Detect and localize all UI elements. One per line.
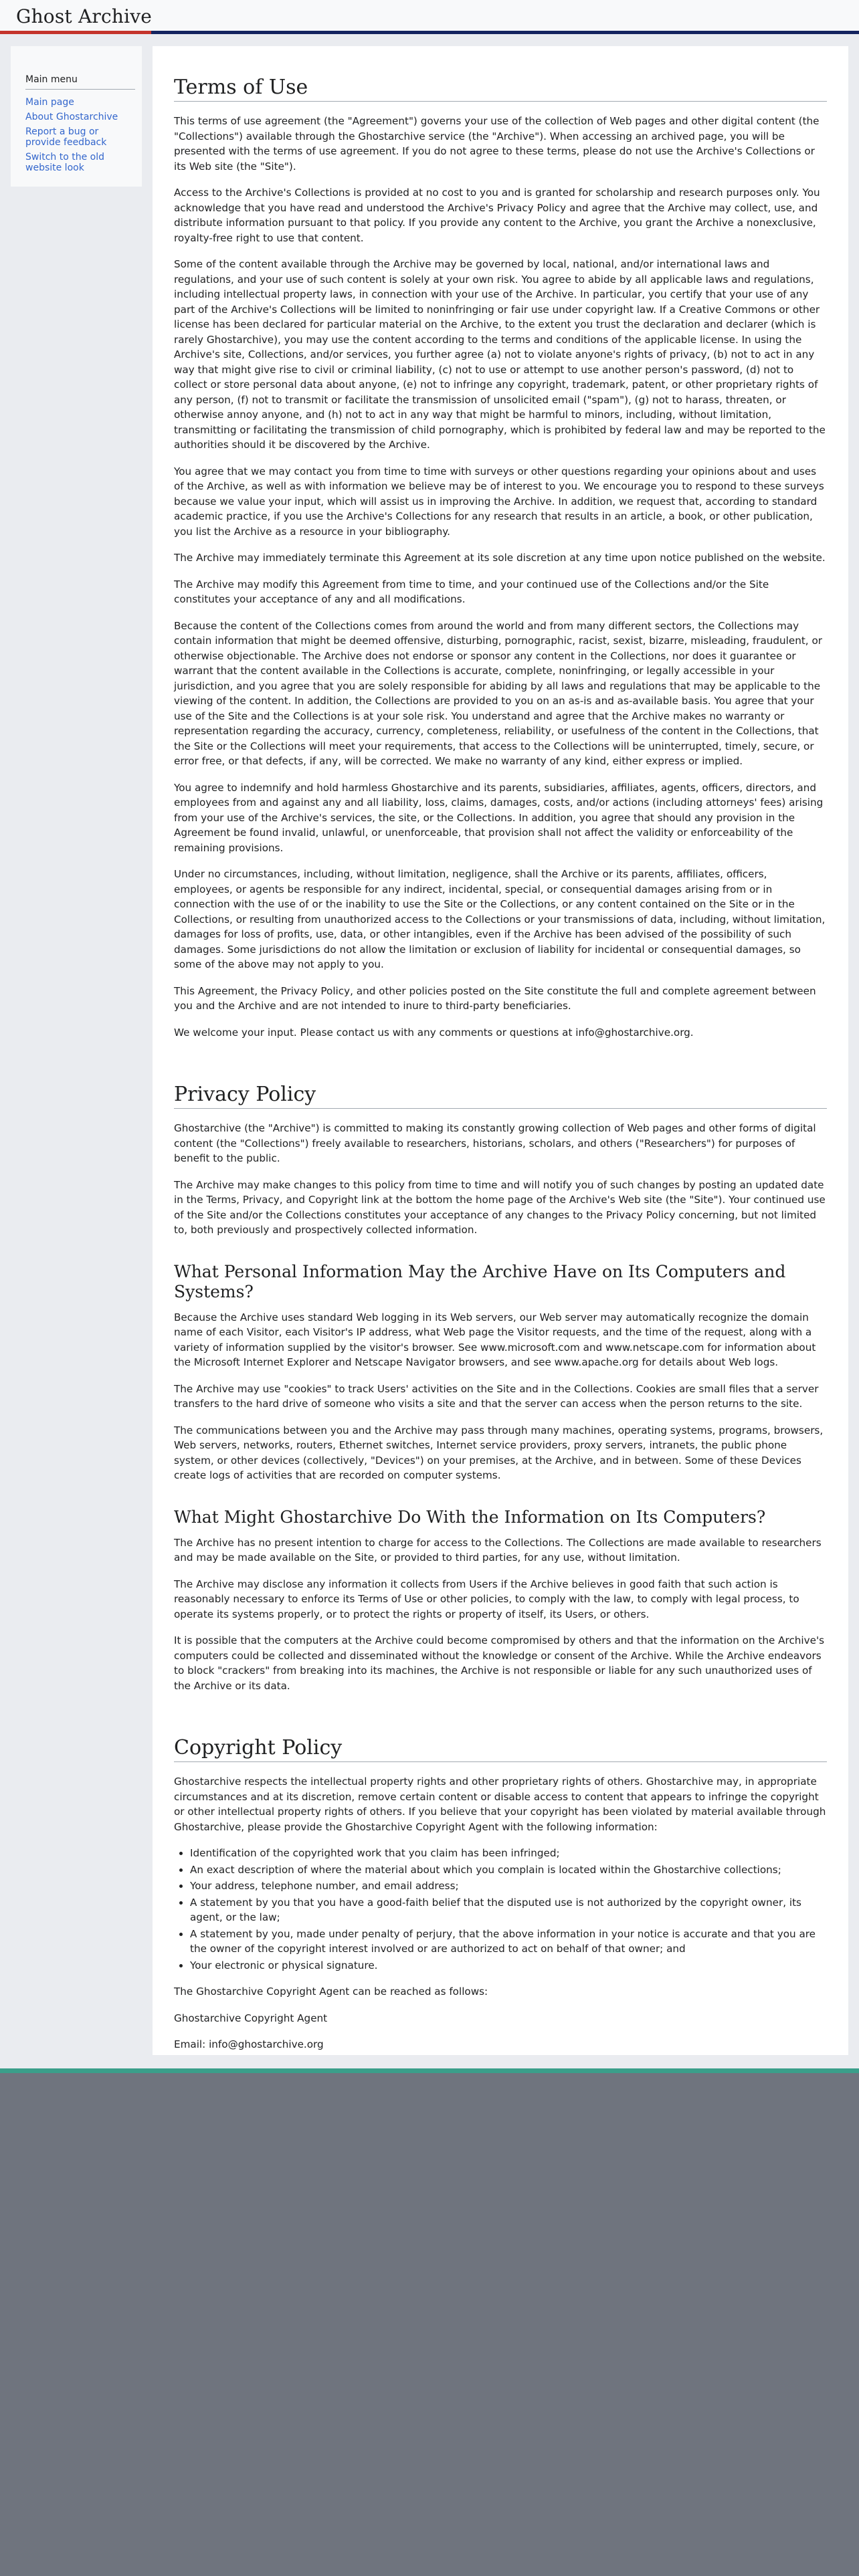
privacy-heading: Privacy Policy [174,1083,827,1109]
terms-paragraph: The Archive may modify this Agreement from time to time, and your continued use of the Collections and/or the Site constitutes your acceptance of any and all modifications. [174,578,769,605]
old-look-link[interactable]: Switch to the old website look [25,152,105,173]
sidebar [11,46,142,187]
list-item: • A statement by you, made under penalty of perjury, that the above information in your notice is accurate and that you are the owner of the copyright interest involved or are authorized to act on behalf of that owner; and [190,1927,827,1957]
sidebar-item-about [25,112,135,122]
terms-paragraph: Under no circumstances, including, without limitation, negligence, shall the Archive or its parents, affiliates, officers, employees, or agents be responsible for any indirect, incidental, special, or consequential damages arising from or in connection with the use of or the inability to use the Site or the Collections, or any content contained on the Site or in the Collections, or resulting from unauthorized access to the Collections or your transmissions of data, including, without limitation, damages for loss of profits, use, data, or other intangibles, even if the Archive has been advised of the possibility of such damages. Some jurisdictions do not allow the limitation or exclusion of liability for incidental or consequential damages, so some of the above may not apply to you. [174,868,826,970]
privacy-paragraph: The Archive may make changes to this policy from time to time and will notify you of such changes by posting an updated date in the Terms, Privacy, and Copyright link at the bottom the home page of the Archive's Web site (the "Site"). Your continued use of the Site and/or the Collections constitutes your acceptance of any changes to the Privacy Policy concerning, but not limited to, both previously and prospectively collected information. [174,1178,826,1236]
personal-info-heading: What Personal Information May the Archive Have on Its Computers and Systems? [174,1261,786,1301]
list-item: • An exact description of where the material about which you complain is located within the Ghostarchive collections; [190,1862,827,1878]
about-link[interactable]: About Ghostarchive [25,112,118,122]
copyright-agent-intro: The Ghostarchive Copyright Agent can be reached as follows: [174,1985,488,1998]
sidebar-heading: Main menu [25,74,135,90]
sidebar-item-report-bug [25,126,135,148]
sidebar-item-old-look [25,152,135,173]
privacy-paragraph: Because the Archive uses standard Web logging in its Web servers, our Web server may automatically recognize the domain name of each Visitor, each Visitor's IP address, what Web page the Visitor requests, and the time of the request, along with a variety of information supplied by the visitor's browser. See www.microsoft.com and www.netscape.com for information about the Microsoft Internet Explorer and Netscape Navigator browsers, and see www.apache.org for details about Web logs. [174,1311,816,1368]
copyright-heading: Copyright Policy [174,1736,827,1762]
copyright-agent-name: Ghostarchive Copyright Agent [174,2012,328,2024]
sidebar-item-main-page [25,97,135,108]
terms-paragraph: This terms of use agreement (the "Agreement") governs your use of the collection of Web pages and other digital content (the "Collections") available through the Ghostarchive service (the "Archive"). When accessing an archived page, you will be presented with the terms of use agreement. If you do not agree to these terms, please do not use the Archive's Collections or its Web site (the "Site"). [174,115,820,173]
terms-paragraph: Some of the content available through the Archive may be governed by local, national, and/or international laws and regulations, and your use of such content is solely at your own risk. You agree to abide by all applicable laws and regulations, including intellectual property laws, in connection with your use of the Archive. In particular, you certify that your use of any part of the Archive's Collections will be limited to noninfringing or fair use under copyright law. If a Creative Commons or other license has been declared for particular material on the Archive, to the extent you trust the declaration and declarer (which is rarely Ghostarchive), you may use the content according to the terms and conditions of the applicable license. In using the Archive's site, Collections, and/or services, you further agree (a) not to violate anyone's rights of privacy, (b) not to act in any way that might give rise to civil or criminal liability, (c) not to use or attempt to use another person's password, (d) not to collect or store personal data about anyone, (e) not to infringe any copyright, trademark, patent, or other proprietary rights of any person, (f) not to transmit or facilitate the transmission of unsolicited email ("spam"), (g) not to harass, threaten, or otherwise annoy anyone, and (h) not to act in any way that might be harmful to minors, including, without limitation, transmitting or facilitating the transmission of child pornography, which is prohibited by federal law and may be reported to the authorities should it be discovered by the Archive. [174,258,826,451]
terms-paragraph: Access to the Archive's Collections is provided at no cost to you and is granted for scholarship and research purposes only. You acknowledge that you have read and understood the Archive's Privacy Policy and agree that the Archive may collect, use, and distribute information pursuant to that policy. If you provide any content to the Archive, you grant the Archive a nonexclusive, royalty-free right to use that content. [174,187,820,244]
site-title-link[interactable]: Ghost Archive [16,5,153,27]
copyright-intro: Ghostarchive respects the intellectual property rights and other proprietary rights of others. Ghostarchive may, in appropriate circumstances and at its discretion, remove certain content or disable access to content that appears to infringe the copyright or other intellectual property rights of others. If you believe that your copyright has been violated by material available through Ghostarchive, please provide the Ghostarchive Copyright Agent with the following information: [174,1776,826,1833]
report-bug-link[interactable]: Report a bug or provide feedback [25,126,107,148]
page-shell [0,34,859,2068]
privacy-paragraph: The Archive may use "cookies" to track Users' activities on the Site and in the Collections. Cookies are small files that a server transfers to the hard drive of someone who visits a site and that the server can access when the person returns to the site. [174,1382,819,1410]
privacy-paragraph: It is possible that the computers at the Archive could become compromised by others and that the information on the Archive's computers could be collected and disseminated without the knowledge or consent of the Archive. While the Archive endeavors to block "crackers" from breaking into its machines, the Archive is not responsible or liable for any such unauthorized uses of the Archive or its data. [174,1634,825,1692]
main-content [153,46,848,2055]
list-item: • Identification of the copyrighted work that you claim has been infringed; [190,1846,827,1861]
terms-heading: Terms of Use [174,76,827,102]
privacy-paragraph: Ghostarchive (the "Archive") is committed to making its constantly growing collection of Web pages and other forms of digital content (the "Collections") freely available to researchers, historians, scholars, and others ("Researchers") for purposes of benefit to the public. [174,1122,816,1164]
terms-paragraph: This Agreement, the Privacy Policy, and other policies posted on the Site constitute the full and complete agreement between you and the Archive and are not intended to inure to third-party beneficiaries. [174,984,816,1012]
page-footer [0,2073,859,2576]
terms-paragraph: Because the content of the Collections comes from around the world and from many different sectors, the Collections may contain information that might be deemed offensive, disturbing, pornographic, racist, sexist, bizarre, misleading, fraudulent, or otherwise objectionable. The Archive does not endorse or sponsor any content in the Collections, nor does it guarantee or warrant that the content available in the Collections is accurate, complete, noninfringing, or legally accessible in your jurisdiction, and you agree that you are solely responsible for abiding by all laws and regulations that may be applicable to the viewing of the content. In addition, the Collections are provided to you on an as-is and as-available basis. You agree that your use of the Site and the Collections is at your sole risk. You understand and agree that the Archive makes no warranty or representation regarding the accuracy, currency, completeness, reliability, or usefulness of the content in the Collections, that the Site or the Collections will meet your requirements, that access to the Collections will be uninterrupted, timely, secure, or error free, or that defects, if any, will be corrected. We make no warranty of any kind, either express or implied. [174,619,822,767]
privacy-paragraph: The Archive has no present intention to charge for access to the Collections. The Collections are made available to researchers and may be made available on the Site, or provided to third parties, for any use, without limitation. [174,1536,822,1564]
sidebar-list [25,97,135,177]
policy-article [174,76,827,2064]
terms-paragraph: You agree that we may contact you from time to time with surveys or other questions regarding your opinions about and uses of the Archive, as well as with information we believe may be of interest to you. We encourage you to respond to these surveys because we value your input, which will assist us in improving the Archive. In addition, we request that, according to standard academic practice, if you use the Archive's Collections for any research that results in an article, a book, or other publication, you list the Archive as a resource in your bibliography. [174,465,824,538]
privacy-paragraph: The communications between you and the Archive may pass through many machines, operating systems, programs, browsers, Web servers, networks, routers, Ethernet switches, Internet service providers, proxy servers, intranets, the public phone system, or other devices (collectively, "Devices") on your premises, at the Archive, and in between. Some of these Devices create logs of activities that are recorded on computer systems. [174,1424,824,1481]
info-use-heading: What Might Ghostarchive Do With the Information on Its Computers? [174,1507,766,1527]
copyright-requirements-list [174,1846,827,1973]
privacy-paragraph: The Archive may disclose any information it collects from Users if the Archive believes in good faith that such action is reasonably necessary to enforce its Terms of Use or other policies, to comply with the law, to comply with legal process, to operate its systems properly, or to protect the rights or property of itself, its Users, or others. [174,1578,799,1620]
terms-paragraph: The Archive may immediately terminate this Agreement at its sole discretion at any time upon notice published on the website. [174,552,826,564]
terms-paragraph: You agree to indemnify and hold harmless Ghostarchive and its parents, subsidiaries, affiliates, agents, officers, directors, and employees from and against any and all liability, loss, claims, damages, costs, and/or actions (including attorneys' fees) arising from your use of the Archive's services, the site, or the Collections. In addition, you agree that should any provision in the Agreement be found invalid, unlawful, or unenforceable, that provision shall not affect the validity or enforceability of the remaining provisions. [174,781,824,854]
site-header [0,0,859,31]
terms-paragraph: We welcome your input. Please contact us with any comments or questions at info@ghostarchive.org. [174,1026,694,1039]
list-item: • Your electronic or physical signature. [190,1958,827,1973]
copyright-agent-email: Email: info@ghostarchive.org [174,2038,324,2050]
list-item: • Your address, telephone number, and email address; [190,1879,827,1894]
footer-rule [0,2068,859,2073]
list-item: • A statement by you that you have a good-faith belief that the disputed use is not authorized by the copyright owner, its agent, or the law; [190,1895,827,1925]
main-page-link[interactable]: Main page [25,97,74,108]
